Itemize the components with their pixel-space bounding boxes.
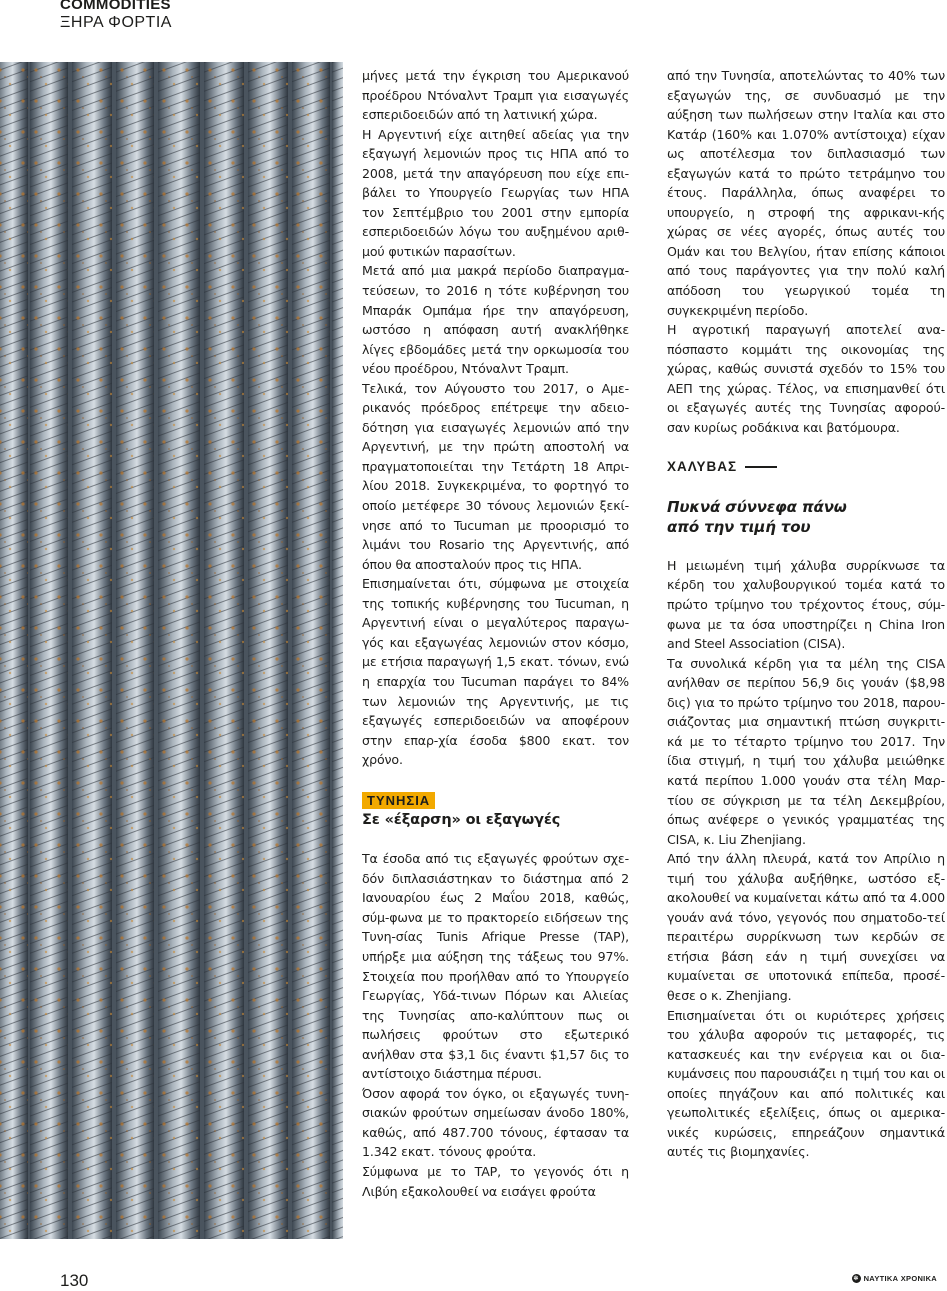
section-rule [745, 466, 777, 468]
article-paragraph: Η μειωμένη τιμή χάλυβα συρρίκνωσε τα κέρδη του χαλυβουργικού τομέα κατά το πρώτο τρίμηνο του τρέχοντος έτους, σύμ-φωνα με τα όσα υποστηρίζει η China Iron and Steel Association (CISA). [667, 557, 945, 652]
text-column-1 [362, 66, 629, 1201]
article-paragraph: Τα συνολικά κέρδη για τα μέλη της CISA ανήλθαν σε περίπου 56,9 δις γουάν ($8,98 δις) για το πρώτο τρίμηνο του 2018, παρου-σιάζοντας μια σημαντική πτώση συγκριτι-κά με το τέταρτο τρίμηνο του 2017. Την ίδια στιγμή, η τιμή του χάλυβα μειώθηκε κατά περίπου 1.000 γουάν στα τέλη Μαρ-τίου σε σύγκριση με τα τέλη Δεκεμβρίου, όπως ανέφερε ο γενικός γραμματέας της CISA, κ. Liu Zhenjiang. [667, 655, 945, 847]
section-title-tunisia: Σε «έξαρση» οι εξαγωγές [362, 812, 561, 829]
article-paragraph: Από την άλλη πλευρά, κατά τον Απρίλιο η τιμή του χάλυβα αυξήθηκε, ωστόσο εξ-ακολουθεί να κυμαίνεται κάτω από τα 4.000 γουάν ανά τόνο, γεγονός που σηματοδο-τεί περαιτέρω συρρίκνωση των κερδών σε ετήσια βάση εάν η τιμή συνεχίσει να κυμαίνεται σε υποτονικά επίπεδα, προσέ-θεσε ο κ. Zhenjiang. [667, 851, 945, 1003]
article-paragraph: Τελικά, τον Αύγουστο του 2017, ο Αμε-ρικανός πρόεδρος επέτρεψε την αδειο-δότηση για εισαγωγές λεμονιών από την Αργεντινή, με την πρώτη αποστολή να πραγματοποιείται την Τετάρτη 18 Απρι-λίου 2018. Συγκεκριμένα, το φορτηγό το οποίο μετέφερε 30 τόνους λεμονιών ξεκί-νησε από το Tucuman με προορισμό το λιμάνι του Rosario της Αργεντινής, από όπου θα αποσταλούν προς τις ΗΠΑ. [362, 380, 629, 572]
section-label: COMMODITIES [60, 0, 171, 13]
section-title-line: Πυκνά σύννεφα πάνω [667, 497, 847, 516]
article-paragraph: Η αγροτική παραγωγή αποτελεί ανα-πόσπαστο κομμάτι της οικονομίας της χώρας, καθώς συνιστά σχεδόν το 15% του ΑΕΠ της χώρας. Τέλος, να επισημανθεί ότι οι εξαγωγές αυτές της Τυνησίας αφορού-σαν κυρίως ροδάκινα και βατόμουρα. [667, 322, 945, 435]
publication-brand [852, 1274, 937, 1283]
text-column-2 [667, 66, 945, 1162]
section-tag-tunisia: ΤΥΝΗΣΙΑ [362, 792, 435, 809]
section-title-line: από την τιμή του [667, 517, 811, 536]
section-tag-steel: ΧΑΛΥΒΑΣ [667, 459, 738, 475]
article-paragraph: μήνες μετά την έγκριση του Αμερικανού προέδρου Ντόναλντ Τραμπ για εισαγωγές εσπεριδοειδών από τη λατινική χώρα. [362, 68, 629, 123]
article-paragraph: Επισημαίνεται ότι οι κυριότερες χρήσεις του χάλυβα αφορούν τις μεταφορές, τις κατασκευές και την ενέργεια και οι δια-κυμάνσεις που παρουσιάζει η τιμή του και οι οποίες πηγάζουν και από πολιτικές και γεωπολιτικές εξελίξεις, όπως οι αμερικα-νικές κυρώσεις, επηρεάζουν σημαντικά αυτές τις βιομηχανίες. [667, 1007, 945, 1160]
brand-name: ΝΑΥΤΙΚΑ ΧΡΟΝΙΚΑ [863, 1274, 937, 1283]
article-paragraph: Επισημαίνεται ότι, σύμφωνα με στοιχεία της τοπικής κυβέρνησης του Tucuman, η Αργεντινή είναι ο μεγαλύτερος παραγω-γός και εξαγωγέας λεμονιών στον κόσμο, με ετήσια παραγωγή 1,5 εκατ. τόνων, ενώ η επαρχία του Tucuman παράγει το 84% των λεμονιών της Αργεντινής, με τις εξαγωγές εσπεριδοειδών να αποφέρουν στην επαρ-χία έσοδα $800 εκατ. τον χρόνο. [362, 576, 629, 768]
article-paragraph: Όσον αφορά τον όγκο, οι εξαγωγές τυνη-σιακών φρούτων σημείωσαν άνοδο 180%, καθώς, από 487.700 τόνους, έφτασαν τα 1.342 εκατ. τόνους φρούτα. [362, 1085, 629, 1160]
page-number: 130 [60, 1271, 89, 1290]
article-paragraph: Τα έσοδα από τις εξαγωγές φρούτων σχε-δόν διπλασιάστηκαν το διάστημα από 2 Ιανουαρίου έως 2 Μαΐου 2018, καθώς, σύμ-φωνα με το πρακτορείο ειδήσεων της Τυνη-σίας Tunis Afrique Presse (TAP), υπήρξε μια αύξηση της τάξεως του 97%. Στοιχεία που προήλθαν από το Υπουργείο Γεωργίας, Υδά-τινων Πόρων και Αλιείας της Τυνησίας απο-καλύπτουν πως οι πωλήσεις φρούτων στο εξωτερικό ανήλθαν στα $3,1 δις έναντι $1,57 δις το αντίστοιχο διάστημα πέρυσι. [362, 851, 629, 1082]
article-paragraph: από την Τυνησία, αποτελώντας το 40% των εξαγωγών της, σε συνδυασμό με την αύξηση των πωλήσεων στην Ιταλία και στο Κατάρ (160% και 1.070% αντίστοιχα) είχαν ως αποτέλεσμα τον διπλασιασμό των εξαγωγών κατά το πρώτο τετράμηνο του έτους. Παράλληλα, όπως αναφέρει το υπουργείο, η στροφή της αφρικανι-κής χώρας σε νέες αγορές, όπως αυτές του Ομάν και του Βελγίου, ήταν επίσης κάποιοι από τους παράγοντες για την πολύ καλή απόδοση του γεωργικού τομέα τη συγκεκριμένη περίοδο. [667, 68, 945, 318]
section-header-steel [667, 457, 945, 477]
steel-rebar-photo [0, 62, 343, 1239]
section-title-steel [667, 497, 945, 537]
article-paragraph: Η Αργεντινή είχε αιτηθεί αδείας για την εξαγωγή λεμονιών προς τις ΗΠΑ από το 2008, μετά την απαγόρευση που είχε επι-βάλει το Υπουργείο Γεωργίας των ΗΠΑ τον Σεπτέμβριο του 2001 στην εμπορία εσπεριδοειδών λόγω του αυξημένου αριθ-μού φυτικών παρασίτων. [362, 126, 629, 259]
article-paragraph: Μετά από μια μακρά περίοδο διαπραγμα-τεύσεων, το 2016 η τότε κυβέρνηση του Μπαράκ Ομπάμα ήρε την απαγόρευση, ωστόσο η απόφαση αυτή ανακλήθηκε λίγες εβδομάδες μετά την ορκωμοσία του νέου προέδρου, Ντόναλντ Τραμπ. [362, 263, 629, 377]
ship-wheel-icon: ✲ [853, 1276, 859, 1282]
subsection-label: ΞΗΡΑ ΦΟΡΤΙΑ [60, 14, 172, 31]
article-paragraph: Σύμφωνα με το TAP, το γεγονός ότι η Λιβύη εξακολουθεί να εισάγει φρούτα [362, 1163, 629, 1199]
